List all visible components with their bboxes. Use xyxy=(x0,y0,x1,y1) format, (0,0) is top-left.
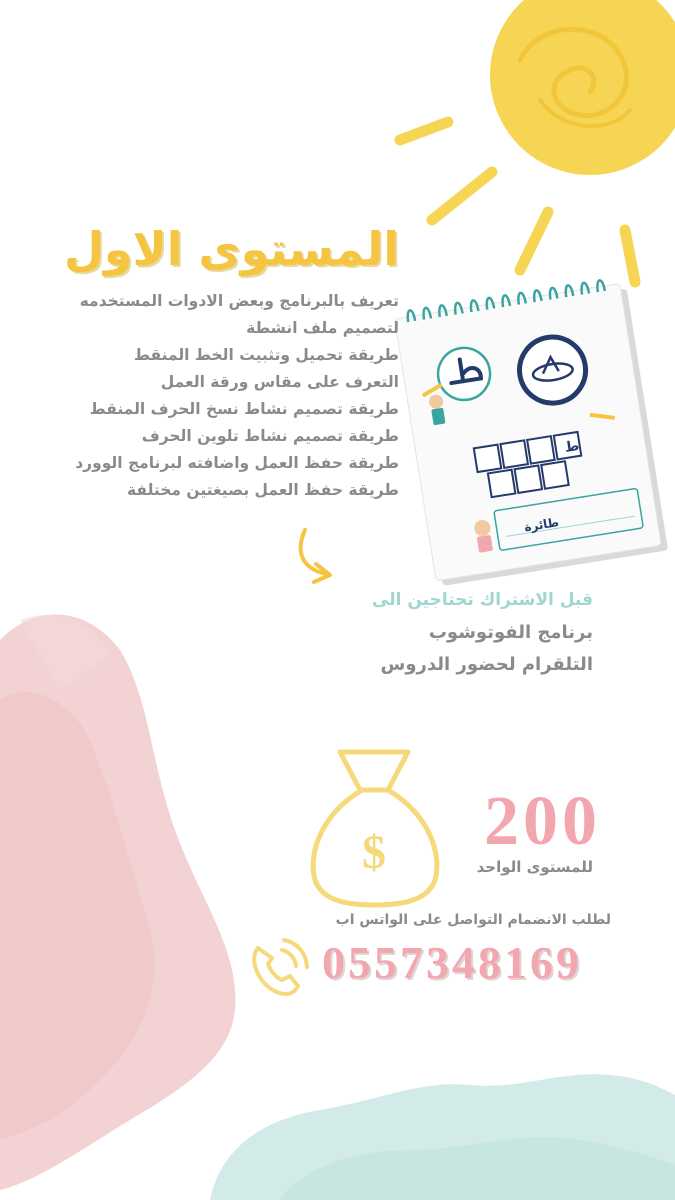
prerequisite-line: التلقرام لحضور الدروس xyxy=(380,654,593,675)
phone-number[interactable]: 0557348169 xyxy=(322,937,582,988)
prerequisite-line: برنامج الفوتوشوب xyxy=(428,622,593,643)
svg-text:$: $ xyxy=(362,826,386,879)
list-item: طريقة تصميم نشاط نسخ الحرف المنقط xyxy=(89,400,399,418)
prerequisites-heading: قبل الاشتراك تحتاجين الى xyxy=(372,590,593,610)
price-value: 200 xyxy=(484,783,601,860)
list-item: تعريف بالبرنامج وبعض الادوات المستخدمه xyxy=(79,292,399,310)
list-item: طريقة تصميم نشاط تلوين الحرف xyxy=(141,427,399,445)
list-item: طريقة حفظ العمل واضافته لبرنامج الوورد xyxy=(75,454,399,472)
list-item: لتصميم ملف انشطة xyxy=(246,319,399,337)
svg-text:ط: ط xyxy=(563,437,581,457)
list-item: طريقة تحميل وتثبيت الخط المنقط xyxy=(133,346,399,364)
notebook-word: طائرة xyxy=(523,515,560,535)
contact-cta: لطلب الانضمام التواصل على الواتس اب xyxy=(335,912,611,928)
list-item: التعرف على مقاس ورقة العمل xyxy=(160,373,399,391)
price-label: للمستوى الواحد xyxy=(476,858,593,876)
page-title: المستوى الاول xyxy=(63,222,399,276)
list-item: طريقة حفظ العمل بصيغتين مختلفة xyxy=(127,481,399,499)
